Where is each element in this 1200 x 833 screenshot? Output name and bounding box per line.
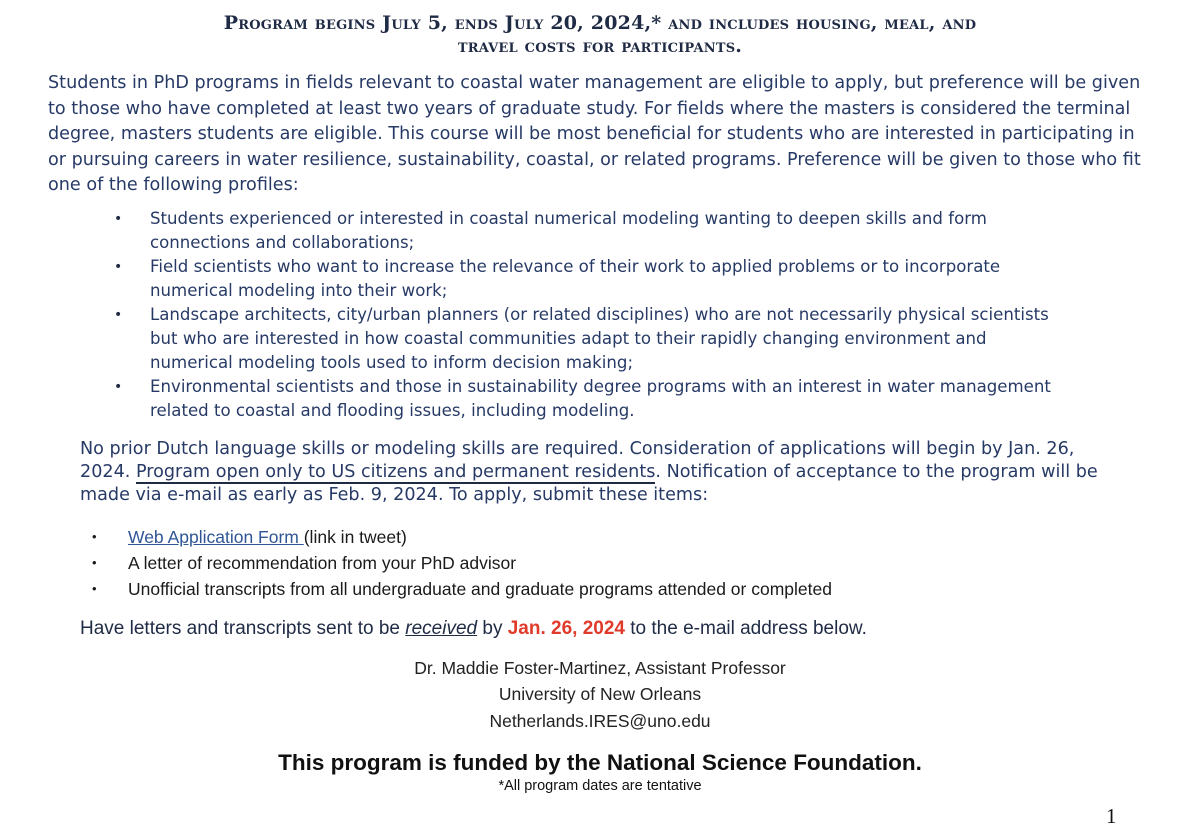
- program-dates-heading-line-1: Program begins July 5, ends July 20, 2024,* and includes housing, meal, and: [223, 12, 977, 34]
- deadline-date: Jan. 26, 2024: [507, 618, 625, 639]
- list-item: • Unofficial transcripts from all undergraduate and graduate programs attended or completed: [88, 576, 1038, 602]
- received-emphasis: received: [405, 618, 478, 639]
- program-dates-heading-line-2: travel costs for participants.: [457, 35, 743, 57]
- list-item: [88, 524, 1038, 550]
- profile-list: [110, 207, 1070, 423]
- dates-footnote: *All program dates are tentative: [498, 778, 702, 794]
- profile-item: • Environmental scientists and those in sustainability degree programs with an interest in water management related to coastal and flooding issues, including modeling.: [110, 375, 1070, 423]
- deadline-middle: by: [477, 618, 508, 639]
- citizenship-requirement: Program open only to US citizens and permanent residents: [135, 461, 656, 482]
- requirements-text-start: No prior Dutch language skills or modeling skills are required. Consideration of applications will begin by Jan. 26, 2024.: [80, 439, 1075, 482]
- requirements-text-end: . Notification of acceptance to the program will be made via e-mail as early as Feb. 9, 2024. To apply, submit these items:: [80, 461, 1098, 505]
- application-items-list: [88, 524, 1038, 602]
- list-item: • A letter of recommendation from your PhD advisor: [88, 550, 1038, 576]
- contact-name: Dr. Maddie Foster-Martinez, Assistant Professor: [414, 658, 786, 678]
- deadline-prefix: Have letters and transcripts sent to be: [80, 618, 406, 639]
- funding-statement: This program is funded by the National Science Foundation.: [278, 750, 922, 775]
- deadline-suffix: to the e-mail address below.: [625, 618, 867, 639]
- profile-item: • Field scientists who want to increase the relevance of their work to applied problems or to incorporate numerical modeling into their work;: [110, 255, 1070, 303]
- link-note: (link in tweet): [303, 527, 407, 547]
- contact-institution: University of New Orleans: [498, 684, 702, 704]
- contact-email-link[interactable]: Netherlands.IRES@uno.edu: [489, 711, 711, 731]
- web-application-form-link[interactable]: Web Application Form: [128, 527, 304, 547]
- requirements-paragraph: [80, 438, 1130, 506]
- profile-item: • Landscape architects, city/urban planners (or related disciplines) who are not necessarily physical scientists but who are interested in how coastal communities adapt to their rapidly changing environment and numerical modeling tools used to inform decision making;: [110, 303, 1070, 375]
- deadline-sentence: [80, 616, 1140, 642]
- profile-item: • Students experienced or interested in coastal numerical modeling wanting to deepen skills and form connections and collaborations;: [110, 207, 1070, 255]
- eligibility-paragraph: Students in PhD programs in fields relevant to coastal water management are eligible to apply, but preference will be given to those who have completed at least two years of graduate study. For fields where the masters is considered the terminal degree, masters students are eligible. This course will be most beneficial for students who are interested in participating in or pursuing careers in water resilience, sustainability, coastal, or related programs. Preference will be given to those who fit one of the following profiles:: [48, 73, 1141, 196]
- page-number: 1: [1106, 804, 1117, 828]
